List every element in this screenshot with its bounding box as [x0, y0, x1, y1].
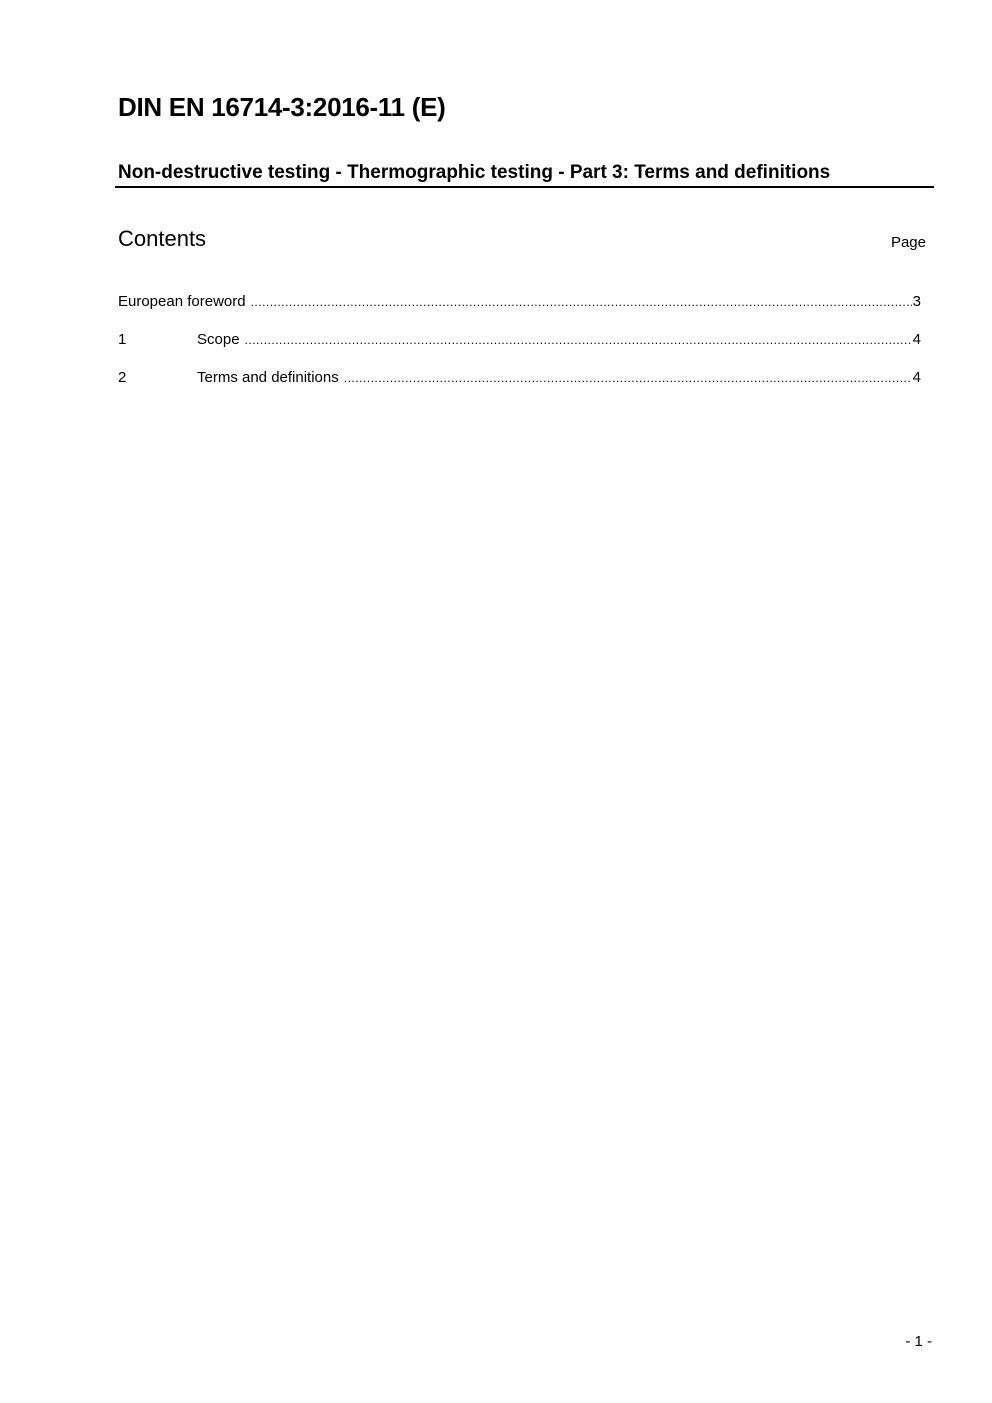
contents-heading: Contents — [118, 226, 207, 251]
toc-entry-page: 4 — [912, 331, 921, 348]
toc-dot-leader — [245, 330, 912, 350]
toc-dot-leader — [344, 368, 912, 388]
title-underline-rule — [115, 186, 934, 188]
toc-dot-leader — [251, 292, 912, 312]
page-column-label: Page — [890, 234, 926, 251]
toc-entry-number: 1 — [118, 331, 127, 348]
toc-entry-page: 3 — [912, 293, 921, 310]
toc-entry-number: 2 — [118, 369, 127, 386]
toc-entry-european-foreword[interactable] — [118, 292, 921, 312]
page-number-footer: - 1 - — [905, 1333, 932, 1350]
toc-entry-page: 4 — [912, 369, 921, 386]
document-identifier: DIN EN 16714-3:2016-11 (E) — [118, 92, 446, 122]
toc-entry-title: Scope — [197, 331, 240, 348]
toc-entry-title: Terms and definitions — [197, 369, 339, 386]
toc-entry-title: European foreword — [118, 293, 246, 310]
toc-entry-terms-and-definitions[interactable] — [118, 368, 921, 388]
document-title: Non-destructive testing - Thermographic testing - Part 3: Terms and definitions — [118, 162, 831, 183]
toc-entry-scope[interactable] — [118, 330, 921, 350]
